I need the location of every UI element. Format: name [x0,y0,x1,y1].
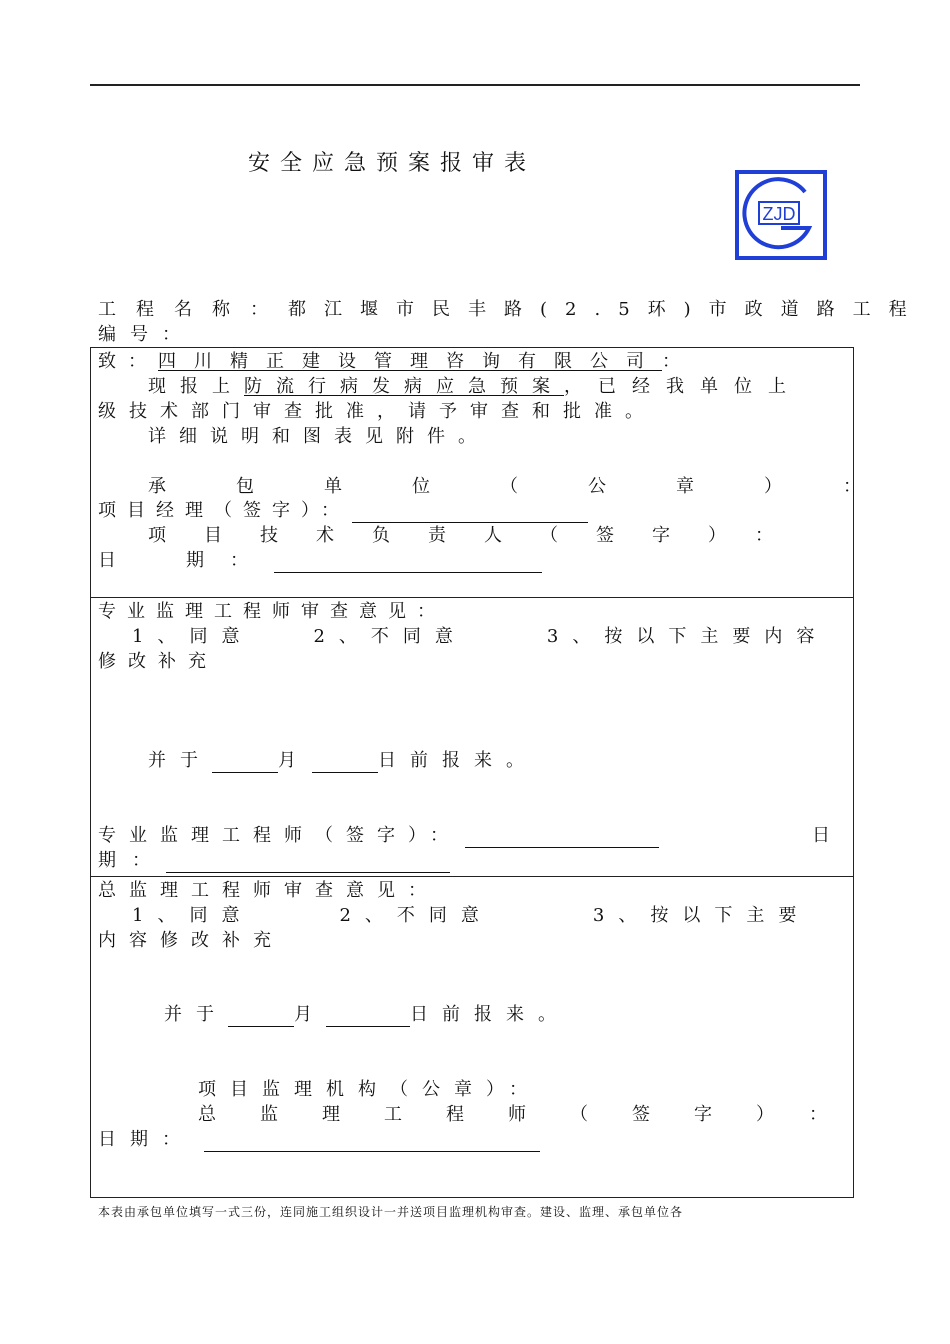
specialist-sign-row [98,824,659,848]
specialist-month-blank[interactable] [212,754,278,773]
section1-date-blank[interactable] [274,554,542,573]
specialist-opt3[interactable]: 3、按以下主要内容 [546,626,829,647]
specialist-day-suffix: 日前报来。 [378,750,538,771]
report-prefix: 现报上 [148,376,244,397]
specialist-opt2[interactable]: 2、不同意 [313,626,467,647]
specialist-day-blank[interactable] [312,754,378,773]
chief-month-blank[interactable] [228,1008,294,1027]
specialist-heading: 专业监理工程师审查意见： [98,601,446,622]
addressee-company: 四川精正建设管理咨询有限公司 [158,351,662,372]
svg-text:ZJD: ZJD [762,204,796,224]
chief-heading: 总监理工程师审查意见： [98,880,439,901]
report-row [148,375,802,399]
chief-date-row [98,1128,540,1152]
project-name-label: 工程名称： [98,299,288,320]
contractor-seal-row [148,475,931,499]
section1-date-label: 日 期： [98,550,274,571]
specialist-date-char1: 日 [812,825,830,846]
addressee-row [98,350,692,374]
addressee-label: 致： [98,351,158,372]
specialist-opt1[interactable]: 1、同意 [132,626,254,647]
chief-options-row [132,904,832,928]
specialist-month-label: 月 [278,750,296,771]
chief-day-suffix: 日前报来。 [410,1004,570,1025]
contractor-seal-label: 承包单位（公章）： [148,476,931,497]
specialist-opt3-cont: 修改补充 [98,651,218,672]
company-logo [735,170,827,260]
addressee-colon: ： [662,351,692,372]
pm-sign-row [98,499,588,523]
chief-opt3-cont: 内容修改补充 [98,930,284,951]
project-name-value: 都江堰市民丰路(2.5环)市政道路工程 [288,299,925,320]
chief-org-seal-label: 项目监理机构（公章）： [198,1079,541,1100]
chief-sign-label: 总监理工程师（签字）： [198,1104,871,1125]
specialist-deadline-prefix: 并于 [148,750,212,771]
section1-date-row [98,549,542,573]
report-document: 防流行病发病应急预案 [244,376,564,397]
page-title: 安全应急预案报审表 [248,151,537,176]
pm-sign-label: 项目经理（签字）： [98,500,350,521]
specialist-date-label: 期： [98,850,166,871]
chief-day-blank[interactable] [326,1008,410,1027]
chief-opt1[interactable]: 1、同意 [132,905,254,926]
project-number-label: 编号： [98,324,194,345]
specialist-sign-label: 专业监理工程师（签字）： [98,825,461,846]
specialist-deadline-row [148,749,538,773]
report-suffix: ，已经我单位上 [564,376,802,397]
specialist-date-blank[interactable] [166,854,450,873]
footnote: 本表由承包单位填写一式三份，连同施工组织设计一并送项目监理机构审查。建设、监理、承包单位各 [98,1205,684,1219]
chief-date-label: 日期： [98,1129,194,1150]
project-name-row [98,298,925,322]
approval-text: 级技术部门审查批准，请予审查和批准。 [98,401,656,422]
chief-deadline-row [164,1003,570,1027]
chief-month-label: 月 [294,1004,312,1025]
header-rule [90,84,860,86]
chief-date-blank[interactable] [204,1133,540,1152]
tech-lead-sign-label: 项目技术负责人（签字）： [148,525,811,546]
specialist-options-row [132,625,832,649]
pm-sign-blank[interactable] [352,504,588,523]
chief-opt2[interactable]: 2、不同意 [339,905,493,926]
attachment-text: 详细说明和图表见附件。 [148,426,489,447]
specialist-date-row [98,849,450,873]
specialist-sign-blank[interactable] [465,829,659,848]
chief-opt3[interactable]: 3、按以下主要 [592,905,811,926]
chief-deadline-prefix: 并于 [164,1004,228,1025]
